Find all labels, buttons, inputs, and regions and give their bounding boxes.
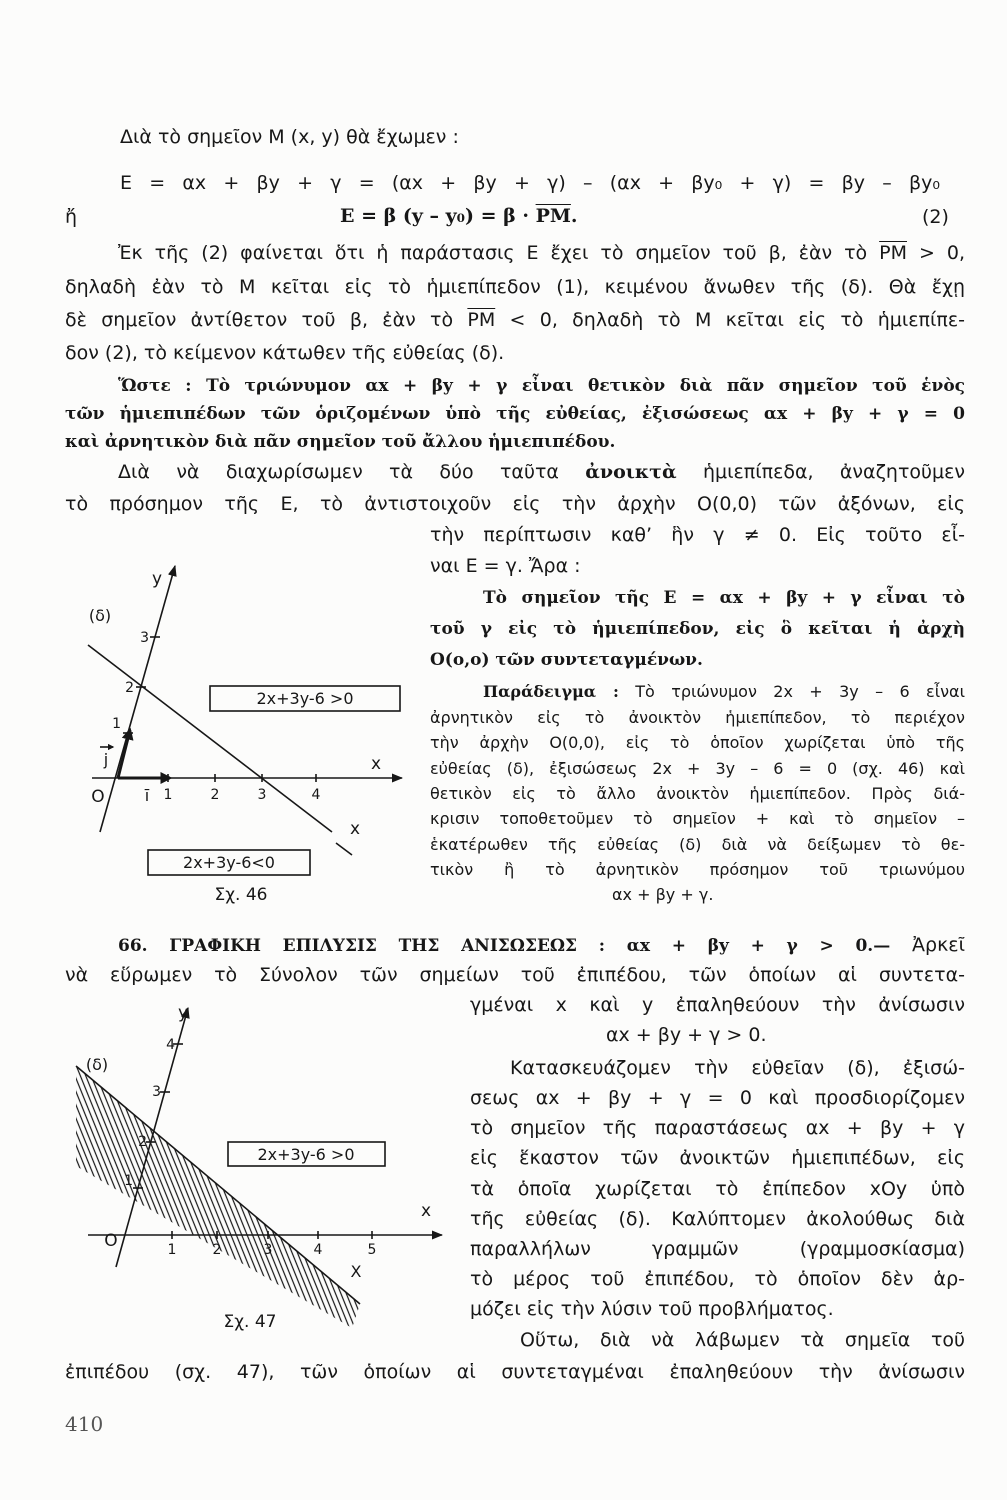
negative-region-label: 2x+3y-6<0 (183, 853, 275, 872)
line-end-mark: X (350, 1262, 362, 1281)
text-segment: Διὰ νὰ διαχωρίσωμεν τὰ δύο ταῦτα (118, 461, 586, 483)
text-line: παραλλήλων γραμμῶν (γραμμοσκίασμα) (470, 1238, 965, 1260)
text-segment: Τὸ τριώνυμον 2x + 3y – 6 εἶναι (618, 682, 966, 701)
text-line: τὰ ὁποῖα χωρίζεται τὸ ἐπίπεδον xΟy ὑπὸ (470, 1178, 965, 1200)
line-delta-label: (δ) (85, 1055, 109, 1074)
vector-j (118, 730, 130, 778)
y-tick-label: 3 (152, 1084, 161, 1100)
text-line: Κατασκευάζομεν τὴν εὐθεῖαν (δ), ἐξισώ- (510, 1057, 965, 1079)
example-line: θετικὸν εἰς τὸ ἄλλο ἀνοικτὸν ἡμιεπίπεδον. Πρὸς διά- (430, 784, 965, 803)
example-line: αx + βy + γ. (612, 885, 714, 904)
text-line: τὴν περίπτωσιν καθ’ ἣν γ ≠ 0. Εἰς τοῦτο εἶ- (430, 524, 965, 546)
section-heading: 66. ΓΡΑΦΙΚΗ ΕΠΙΛΥΣΙΣ ΤΗΣ ΑΝΙΣΩΣΕΩΣ : αx + βy + γ > 0.— (118, 936, 891, 956)
y-axis-label: y (177, 1003, 189, 1023)
example-line: κρισιν τοποθετοῦμεν τὸ σημεῖον + καὶ τὸ σημεῖον – (430, 809, 965, 828)
line-end-mark: x (349, 819, 361, 839)
text-line: τὸ μέρος τοῦ ἐπιπέδου, τὸ ὁποῖον δὲν ἁρ- (470, 1268, 965, 1290)
conclusion-line: τῶν ἡμιεπιπέδων τῶν ὁριζομένων ὑπὸ τῆς εὐθείας, ἐξισώσεως αx + βy + γ = 0 (65, 404, 965, 424)
text-line: μόζει εἰς τὴν λύσιν τοῦ προβλήματος. (470, 1298, 834, 1320)
text-line: νὰ εὕρωμεν τὸ Σύνολον τῶν σημείων τοῦ ἐπιπέδου, τῶν ὁποίων αἱ συντετα- (65, 964, 965, 986)
bold-word: ἀνοικτὰ (585, 461, 677, 483)
example-label: Παράδειγμα : (483, 682, 619, 701)
text-line: Οὕτω, διὰ νὰ λάβωμεν τὰ σημεῖα τοῦ (520, 1329, 965, 1351)
text-line: ἐπιπέδου (σχ. 47), τῶν ὁποίων αἱ συντεταγμέναι ἐπαληθεύουν τὴν ἀνίσωσιν (65, 1361, 965, 1383)
equation-2-end: . (570, 205, 578, 227)
equation-2-pm: $\overline{PM}$ (535, 205, 571, 227)
figure-caption: Σχ. 47 (223, 1312, 277, 1332)
x-tick-label: 4 (311, 787, 321, 803)
equation-2-main: Ε = β (y – y₀) = β · (340, 205, 536, 227)
rule-line: Τὸ σημεῖον τῆς Ε = αx + βy + γ εἶναι τὸ (483, 588, 965, 608)
x-tick-label: 4 (313, 1242, 323, 1258)
hatched-region (76, 1066, 360, 1328)
rule-line: Ο(ο,ο) τῶν συντεταγμένων. (430, 650, 703, 670)
text-segment: Ἐκ τῆς (2) φαίνεται ὅτι ἡ παράστασις Ε ἔχει τὸ σημεῖον τοῦ β, ἐὰν τὸ (118, 242, 880, 264)
conclusion-lead: Ὥστε : (118, 376, 207, 396)
text-line: δον (2), τὸ κείμενον κάτωθεν τῆς εὐθείας (δ). (65, 342, 505, 364)
x-tick-label: 3 (257, 787, 267, 803)
equation-1: Ε = αx + βy + γ = (αx + βy + γ) – (αx + βy₀ + γ) = βy – βy₀ (120, 172, 940, 194)
example-line: ἀρνητικὸν εἰς τὸ ἀνοικτὸν ἡμιεπίπεδον, τὸ περιέχον (430, 708, 965, 727)
x-axis-label: x (420, 1201, 432, 1221)
line-delta (88, 645, 332, 832)
line-delta-tail (336, 843, 352, 855)
origin-label: O (104, 1231, 118, 1251)
or-word: ἤ (65, 206, 78, 228)
text-segment: Ἀρκεῖ (890, 934, 965, 956)
y-tick-label: 2 (138, 1134, 147, 1150)
text-line: ναι Ε = γ. Ἄρα : (430, 555, 581, 577)
text-line: τὸ σημεῖον τῆς παραστάσεως αx + βy + γ (470, 1117, 965, 1139)
text-line: τῆς εὐθείας (δ). Καλύπτομεν ἀκολούθως διὰ (470, 1208, 965, 1230)
figure-caption: Σχ. 46 (214, 885, 268, 905)
inequality-line: αx + βy + γ > 0. (606, 1024, 767, 1046)
x-tick-label: 1 (167, 1242, 177, 1258)
text-line: γμέναι x καὶ y ἐπαληθεύουν τὴν ἀνίσωσιν (470, 994, 965, 1016)
page-number: 410 (65, 1412, 104, 1436)
text-line: εἰς ἕκαστον τῶν ἀνοικτῶν ἡμιεπιπέδων, εἰς (470, 1147, 965, 1169)
example-line: τικὸν ἢ τὸ ἀρνητικὸν πρόσημον τοῦ τριωνύμου (430, 860, 965, 879)
pm-segment: $\overline{PM}$ (467, 309, 496, 331)
y-tick-label: 3 (140, 630, 149, 646)
example-line: ἑκατέρωθεν τῆς εὐθείας (δ) διὰ νὰ δείξωμεν τὸ θε- (430, 835, 965, 854)
figure-46 (88, 566, 402, 905)
text-line: σεως αx + βy + γ = 0 καὶ προσδιορίζομεν (470, 1087, 965, 1109)
positive-region-label: 2x+3y-6 >0 (257, 1145, 355, 1164)
line-delta-label: (δ) (88, 606, 112, 625)
conclusion-line: καὶ ἀρνητικὸν διὰ πᾶν σημεῖον τοῦ ἄλλου ἡμιεπιπέδου. (65, 432, 616, 452)
x-tick-label: 3 (263, 1242, 273, 1258)
text-segment: ἡμιεπίπεδα, ἀναζητοῦμεν (676, 461, 965, 483)
text-line: δηλαδὴ ἐὰν τὸ Μ κεῖται εἰς τὸ ἡμιεπίπεδον (1), κειμένου ἄνωθεν τῆς (δ). Θὰ ἔχῃ (65, 276, 965, 298)
equation-2-label: (2) (922, 206, 949, 228)
x-tick-label: 2 (212, 1242, 222, 1258)
i-vector-label: ī (144, 786, 150, 805)
x-axis-label: x (370, 754, 382, 774)
example-line: εὐθείας (δ), ἐξισώσεως 2x + 3y – 6 = 0 (σχ. 46) καὶ (430, 759, 965, 778)
text-segment: > 0, (907, 242, 965, 264)
y-tick-label: 4 (166, 1037, 175, 1053)
example-line: τὴν ἀρχὴν Ο(0,0), εἰς τὸ ὁποῖον χωρίζεται ὑπὸ τῆς (430, 733, 965, 752)
x-tick-label: 2 (210, 787, 220, 803)
x-tick-label: 1 (163, 787, 173, 803)
x-tick-label: 5 (367, 1242, 377, 1258)
j-vector-label: j (103, 750, 109, 769)
conclusion-statement: Τὸ τριώνυμον αx + βy + γ εἶναι θετικὸν διὰ πᾶν σημεῖον τοῦ ἑνὸς (206, 376, 966, 396)
y-tick-label: 1 (112, 716, 121, 732)
y-tick-label: 1 (124, 1173, 133, 1189)
text-segment: δὲ σημεῖον ἀντίθετον τοῦ β, ἐὰν τὸ (65, 309, 468, 331)
figure-47 (76, 1003, 442, 1332)
intro-line: Διὰ τὸ σημεῖον Μ (x, y) θὰ ἔχωμεν : (120, 126, 459, 148)
y-axis-label: y (151, 569, 163, 589)
y-tick-label: 2 (125, 680, 134, 696)
origin-label: O (91, 787, 105, 807)
positive-region-label: 2x+3y-6 >0 (256, 689, 354, 708)
pm-segment: $\overline{PM}$ (879, 242, 907, 264)
text-line: τὸ πρόσημον τῆς Ε, τὸ ἀντιστοιχοῦν εἰς τὴν ἀρχὴν Ο(0,0) τῶν ἀξόνων, εἰς (65, 493, 965, 515)
rule-line: τοῦ γ εἰς τὸ ἡμιεπίπεδον, εἰς ὃ κεῖται ἡ ἀρχὴ (430, 619, 965, 639)
text-segment: < 0, δηλαδὴ τὸ Μ κεῖται εἰς τὸ ἡμιεπίπε- (495, 309, 965, 331)
